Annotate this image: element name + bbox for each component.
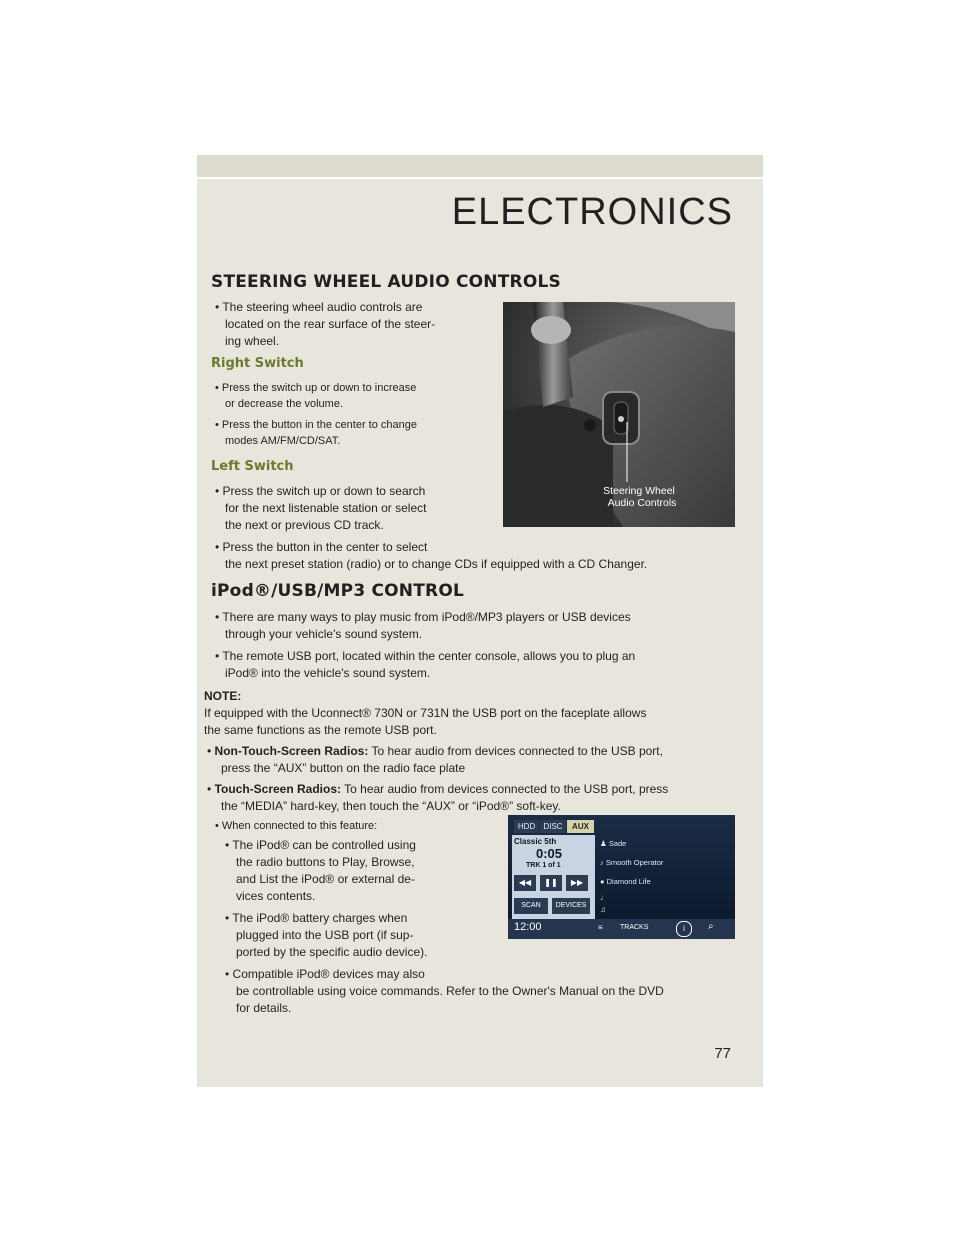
list-item-2: ♪ Smooth Operator bbox=[600, 858, 664, 867]
connected-2b: plugged into the USB port (if sup- bbox=[236, 928, 414, 942]
track-counter: TRK 1 of 1 bbox=[526, 862, 561, 869]
non-touch-label: Non-Touch-Screen Radios: bbox=[214, 744, 369, 758]
tab-disc: DISC bbox=[540, 820, 566, 833]
steering-wheel-photo bbox=[503, 302, 735, 527]
note-label: NOTE: bbox=[204, 689, 242, 703]
connected-1d: vices contents. bbox=[236, 889, 316, 903]
intro-line-3: ing wheel. bbox=[225, 334, 280, 348]
track-title: Classic 5th bbox=[514, 837, 557, 846]
note-line-1: If equipped with the Uconnect® 730N or 731N the USB port on the faceplate allows bbox=[204, 706, 647, 720]
top-band-line bbox=[197, 177, 763, 179]
connected-1a: • The iPod® can be controlled using bbox=[225, 838, 416, 852]
connected-intro: • When connected to this feature: bbox=[215, 820, 378, 832]
connected-2c: ported by the specific audio device). bbox=[236, 945, 428, 959]
intro-line-2: located on the rear surface of the steer- bbox=[225, 317, 436, 331]
ipod-para-2b: iPod® into the vehicle's sound system. bbox=[225, 666, 431, 680]
touch-line-2: the “MEDIA” hard-key, then touch the “AUX” or “iPod®” soft-key. bbox=[221, 799, 561, 813]
pause-button: ❚❚ bbox=[540, 875, 562, 891]
manual-page bbox=[197, 155, 763, 1087]
section-title-steering: STEERING WHEEL AUDIO CONTROLS bbox=[211, 272, 561, 292]
fast-forward-button: ▶▶ bbox=[566, 875, 588, 891]
list-item-2-label: Smooth Operator bbox=[605, 858, 664, 867]
connected-2a: • The iPod® battery charges when bbox=[225, 911, 408, 925]
connected-1c: and List the iPod® or external de- bbox=[236, 872, 415, 886]
connected-3b: be controllable using voice commands. Refer to the Owner's Manual on the DVD bbox=[236, 984, 664, 998]
left-bullet-1c: the next or previous CD track. bbox=[225, 518, 384, 532]
section-header: ELECTRONICS bbox=[451, 191, 733, 233]
left-bullet-1b: for the next listenable station or select bbox=[225, 501, 427, 515]
photo-caption-line-1: Steering Wheel bbox=[603, 485, 675, 497]
intro-line-1: • The steering wheel audio controls are bbox=[215, 300, 423, 314]
ipod-para-2a: • The remote USB port, located within the center console, allows you to plug an bbox=[215, 649, 636, 663]
tab-aux: AUX bbox=[567, 820, 594, 833]
left-bullet-2a: • Press the button in the center to select bbox=[215, 540, 428, 554]
info-icon: i bbox=[676, 921, 692, 937]
left-bullet-2b: the next preset station (radio) or to change CDs if equipped with a CD Changer. bbox=[225, 557, 648, 571]
list-icon: ≡ bbox=[598, 923, 603, 932]
connected-1b: the radio buttons to Play, Browse, bbox=[236, 855, 415, 869]
tab-hdd: HDD bbox=[514, 820, 539, 833]
genre-icon: ♩ bbox=[600, 893, 608, 902]
connected-3a: • Compatible iPod® devices may also bbox=[225, 967, 425, 981]
right-bullet-1b: or decrease the volume. bbox=[225, 398, 344, 410]
list-item-3-label: Diamond Life bbox=[606, 877, 651, 886]
right-bullet-2b: modes AM/FM/CD/SAT. bbox=[225, 435, 341, 447]
music-note-icon: ♫ bbox=[600, 905, 606, 914]
scan-button: SCAN bbox=[514, 898, 548, 914]
rewind-button: ◀◀ bbox=[514, 875, 536, 891]
devices-button: DEVICES bbox=[552, 898, 590, 914]
search-icon: ⌕ bbox=[708, 921, 714, 932]
non-touch-line-2: press the “AUX” button on the radio face plate bbox=[221, 761, 466, 775]
list-item-3: ● Diamond Life bbox=[600, 877, 651, 886]
radio-screen-image bbox=[508, 815, 735, 939]
left-bullet-1a: • Press the switch up or down to search bbox=[215, 484, 426, 498]
touch-bullet: • Touch-Screen Radios: To hear audio from devices connected to the USB port, press bbox=[207, 782, 669, 796]
page-number: 77 bbox=[714, 1045, 731, 1062]
top-band bbox=[197, 155, 763, 177]
note-line-2: the same functions as the remote USB port. bbox=[204, 723, 437, 737]
subheading-left-switch: Left Switch bbox=[211, 459, 294, 474]
right-bullet-1a: • Press the switch up or down to increase bbox=[215, 382, 417, 394]
right-bullet-2a: • Press the button in the center to change bbox=[215, 419, 417, 431]
ipod-para-1a: • There are many ways to play music from iPod®/MP3 players or USB devices bbox=[215, 610, 631, 624]
ipod-para-1b: through your vehicle's sound system. bbox=[225, 627, 423, 641]
non-touch-text: To hear audio from devices connected to the USB port, bbox=[368, 744, 663, 758]
list-item-1: ♟ Sade bbox=[600, 839, 627, 848]
photo-caption-line-2: Audio Controls bbox=[607, 497, 677, 509]
connected-3c: for details. bbox=[236, 1001, 292, 1015]
clock: 12:00 bbox=[514, 921, 542, 933]
section-title-ipod: iPod®/USB/MP3 CONTROL bbox=[211, 581, 465, 601]
touch-label: Touch-Screen Radios: bbox=[214, 782, 342, 796]
subheading-right-switch: Right Switch bbox=[211, 356, 304, 371]
photo-caption bbox=[591, 485, 687, 509]
list-item-1-label: Sade bbox=[608, 839, 627, 848]
touch-text: To hear audio from devices connected to the USB port, press bbox=[341, 782, 669, 796]
non-touch-bullet: • Non-Touch-Screen Radios: To hear audio from devices connected to the USB port, bbox=[207, 744, 663, 758]
tracks-button: TRACKS bbox=[620, 924, 649, 931]
track-time: 0:05 bbox=[536, 846, 563, 861]
